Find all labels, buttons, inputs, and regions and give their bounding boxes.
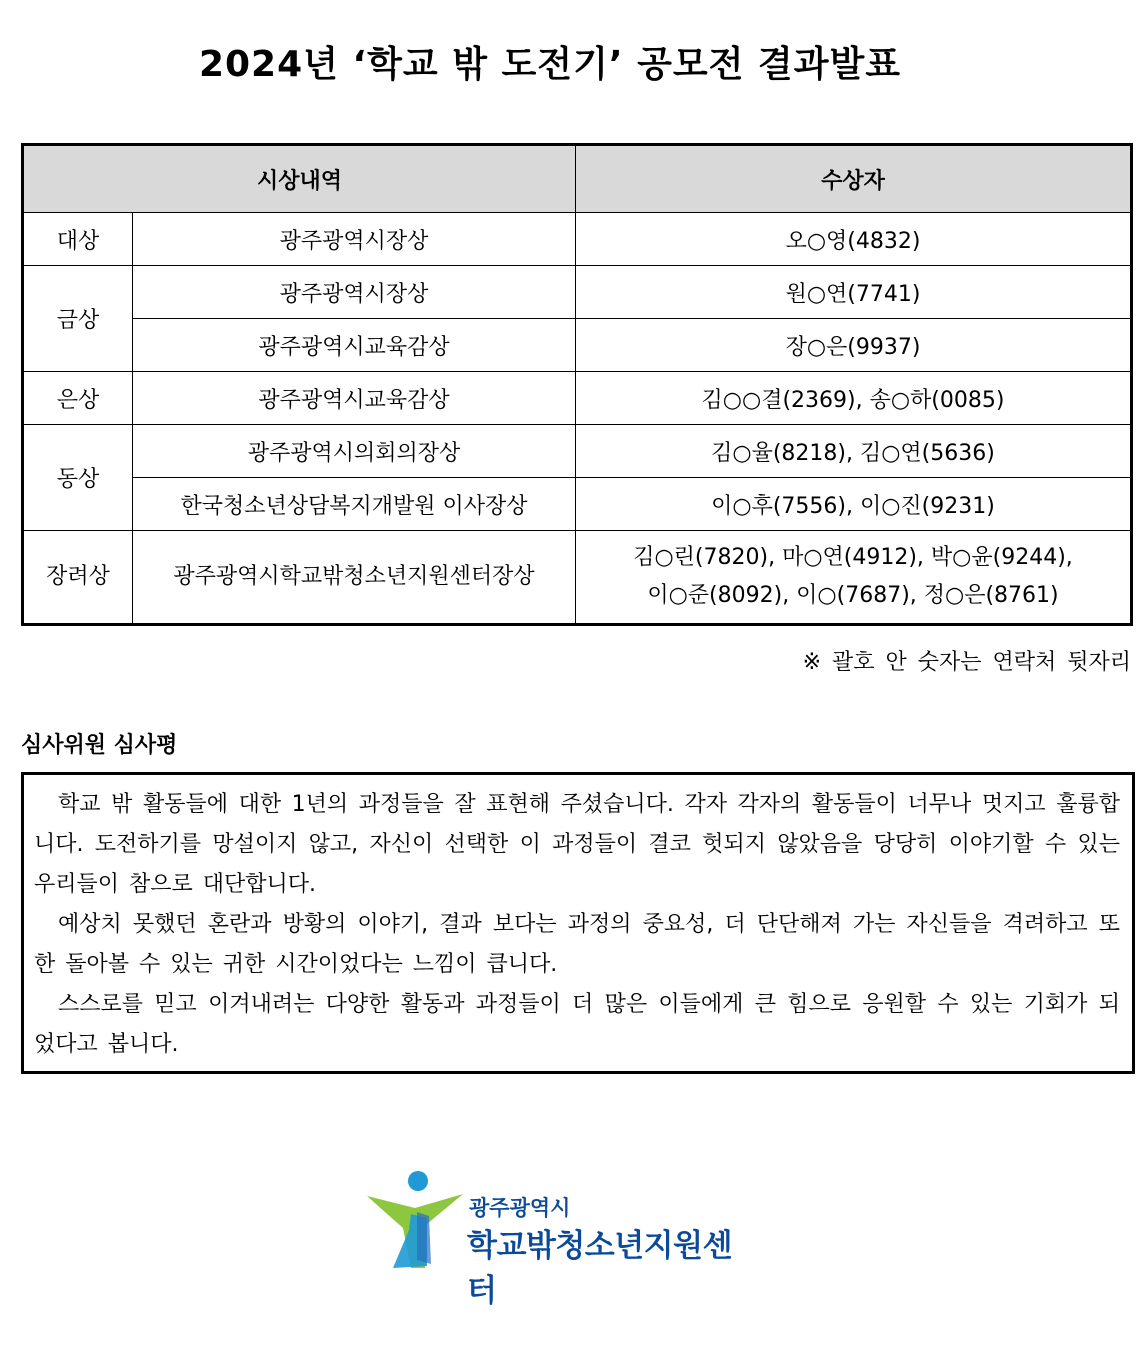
category-cell: 동상 bbox=[23, 425, 133, 531]
winners-cell bbox=[576, 531, 1132, 625]
table-row bbox=[23, 266, 1132, 319]
winners-cell: 김○율(8218), 김○연(5636) bbox=[576, 425, 1132, 478]
category-cell: 은상 bbox=[23, 372, 133, 425]
award-cell: 광주광역시장상 bbox=[133, 266, 576, 319]
header-winners: 수상자 bbox=[576, 145, 1132, 213]
table-row bbox=[23, 425, 1132, 478]
winners-cell: 김○○결(2369), 송○하(0085) bbox=[576, 372, 1132, 425]
category-cell: 장려상 bbox=[23, 531, 133, 625]
winners-cell: 이○후(7556), 이○진(9231) bbox=[576, 478, 1132, 531]
header-award: 시상내역 bbox=[23, 145, 576, 213]
winners-cell: 장○은(9937) bbox=[576, 319, 1132, 372]
review-paragraph: 학교 밖 활동들에 대한 1년의 과정들을 잘 표현해 주셨습니다. 각자 각자의 활동들이 너무나 멋지고 훌륭합니다. 도전하기를 망설이지 않고, 자신이 선택한 이 과정들이 결코 헛되지 않았음을 당당히 이야기할 수 있는 우리들이 참으로 대단합니다. bbox=[34, 792, 1120, 897]
winners-line: 김○린(7820), 마○연(4912), 박○윤(9244), bbox=[633, 545, 1073, 570]
winners-cell: 오○영(4832) bbox=[576, 213, 1132, 266]
page-title: 2024년 ‘학교 밖 도전기’ 공모전 결과발표 bbox=[198, 44, 902, 85]
review-paragraph: 스스로를 믿고 이겨내려는 다양한 활동과 과정들이 더 많은 이들에게 큰 힘으로 응원할 수 있는 기회가 되었다고 봅니다. bbox=[34, 992, 1120, 1057]
center-logo bbox=[365, 1168, 745, 1309]
footnote: ※ 괄호 안 숫자는 연락처 뒷자리 bbox=[802, 650, 1131, 675]
award-cell: 광주광역시교육감상 bbox=[133, 372, 576, 425]
winners-cell: 원○연(7741) bbox=[576, 266, 1132, 319]
table-row bbox=[23, 213, 1132, 266]
table-header-row bbox=[23, 145, 1132, 213]
category-cell: 금상 bbox=[23, 266, 133, 372]
table-row bbox=[23, 478, 1132, 531]
table-row bbox=[23, 372, 1132, 425]
review-box bbox=[21, 772, 1135, 1074]
logo-figure-icon bbox=[365, 1168, 465, 1278]
table-row bbox=[23, 531, 1132, 625]
award-cell: 광주광역시장상 bbox=[133, 213, 576, 266]
review-paragraph: 예상치 못했던 혼란과 방황의 이야기, 결과 보다는 과정의 중요성, 더 단단해져 가는 자신들을 격려하고 또한 돌아볼 수 있는 귀한 시간이었다는 느낌이 큽니다. bbox=[34, 912, 1120, 977]
award-cell: 한국청소년상담복지개발원 이사장상 bbox=[133, 478, 576, 531]
awards-table bbox=[21, 143, 1133, 626]
award-cell: 광주광역시의회의장상 bbox=[133, 425, 576, 478]
award-cell: 광주광역시학교밖청소년지원센터장상 bbox=[133, 531, 576, 625]
logo-subtitle: 광주광역시 bbox=[469, 1196, 571, 1220]
logo-title: 학교밖청소년지원센터 bbox=[467, 1228, 733, 1309]
winners-line: 이○준(8092), 이○(7687), 정○은(8761) bbox=[647, 583, 1059, 608]
table-row bbox=[23, 319, 1132, 372]
award-cell: 광주광역시교육감상 bbox=[133, 319, 576, 372]
category-cell: 대상 bbox=[23, 213, 133, 266]
review-heading: 심사위원 심사평 bbox=[21, 733, 178, 758]
